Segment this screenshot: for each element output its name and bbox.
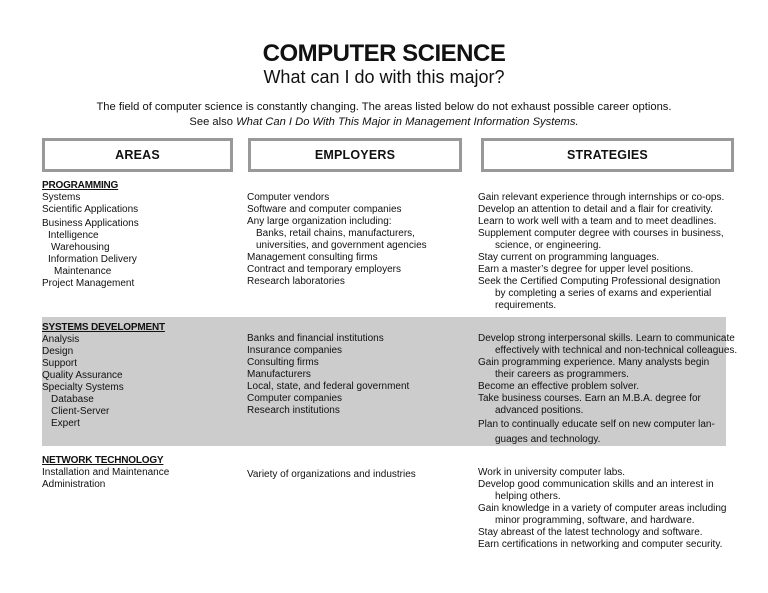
area-item: Design (42, 346, 74, 357)
employer-item: Any large organization including: (247, 216, 392, 227)
column-header-employers: EMPLOYERS (248, 138, 462, 172)
systems-development-strategies (478, 333, 737, 446)
systems-development-employers (247, 333, 409, 417)
employer-subitem: Banks, retail chains, manufacturers, (256, 228, 415, 239)
area-subitem: Expert (51, 418, 80, 429)
programming-strategies (478, 192, 724, 312)
strategy-item: Supplement computer degree with courses in business, (478, 228, 724, 239)
area-item: Installation and Maintenance (42, 467, 170, 478)
strategy-continuation: minor programming, software, and hardware. (495, 515, 695, 526)
area-item: Support (42, 358, 78, 369)
employer-item: Consulting firms (247, 357, 319, 368)
employer-subitem: universities, and government agencies (256, 240, 427, 251)
strategy-continuation: effectively with technical and non-technical colleagues. (495, 345, 738, 356)
strategy-continuation: advanced positions. (495, 405, 584, 416)
network-technology-strategies (478, 467, 726, 551)
area-subitem: Information Delivery (48, 254, 137, 265)
area-item: Administration (42, 479, 106, 490)
area-subitem: Maintenance (54, 266, 112, 277)
strategy-continuation: requirements. (495, 300, 557, 311)
strategy-item: Earn a master’s degree for upper level positions. (478, 264, 694, 275)
strategy-item: Stay current on programming languages. (478, 252, 660, 263)
employer-item: Research institutions (247, 405, 340, 416)
intro-line-1: The field of computer science is constantly changing. The areas listed below do not exhaust possible career options. (96, 101, 672, 113)
area-item: Analysis (42, 334, 80, 345)
strategy-item: Take business courses. Earn an M.B.A. degree for (478, 393, 701, 404)
area-subitem: Database (51, 394, 94, 405)
area-item: Project Management (42, 278, 135, 289)
strategy-item: Develop good communication skills and an interest in (478, 479, 714, 490)
intro-text (0, 100, 768, 130)
area-item: Quality Assurance (42, 370, 123, 381)
strategy-continuation: science, or engineering. (495, 240, 602, 251)
strategy-item: Seek the Certified Computing Professional designation (478, 276, 721, 287)
employer-item: Research laboratories (247, 276, 345, 287)
systems-development-areas (42, 322, 165, 430)
strategy-continuation: guages and technology. (495, 434, 601, 445)
strategy-continuation: their careers as programmers. (495, 369, 629, 380)
section-title: PROGRAMMING (42, 180, 119, 191)
strategy-item: Gain knowledge in a variety of computer areas including (478, 503, 727, 514)
employer-item: Computer vendors (247, 192, 330, 203)
section-title: SYSTEMS DEVELOPMENT (42, 322, 165, 333)
strategy-item: Develop strong interpersonal skills. Learn to communicate (478, 333, 735, 344)
section-title: NETWORK TECHNOLOGY (42, 455, 164, 466)
employer-item: Computer companies (247, 393, 343, 404)
network-technology-employers (247, 469, 416, 481)
strategy-item: Stay abreast of the latest technology and software. (478, 527, 703, 538)
strategy-continuation: by completing a series of exams and experiential (495, 288, 712, 299)
page-subtitle: What can I do with this major? (263, 67, 505, 87)
page-title: COMPUTER SCIENCE (262, 40, 506, 67)
strategy-item: Gain relevant experience through internships or co-ops. (478, 192, 725, 203)
strategy-item: Earn certifications in networking and computer security. (478, 539, 723, 550)
employer-item: Management consulting firms (247, 252, 378, 263)
area-item: Systems (42, 192, 81, 203)
area-item: Scientific Applications (42, 204, 139, 215)
programming-employers (247, 192, 427, 288)
area-item: Specialty Systems (42, 382, 124, 393)
employer-item: Manufacturers (247, 369, 311, 380)
strategy-item: Gain programming experience. Many analysts begin (478, 357, 710, 368)
strategy-item: Plan to continually educate self on new computer lan- (478, 419, 715, 430)
strategy-item: Work in university computer labs. (478, 467, 626, 478)
strategy-item: Develop an attention to detail and a flair for creativity. (478, 204, 713, 215)
area-subitem: Client-Server (51, 406, 110, 417)
strategy-item: Become an effective problem solver. (478, 381, 640, 392)
intro-line-2 (0, 115, 768, 130)
intro-see-also: See also (189, 116, 237, 128)
strategy-continuation: helping others. (495, 491, 561, 502)
strategy-item: Learn to work well with a team and to meet deadlines. (478, 216, 717, 227)
employer-item: Insurance companies (247, 345, 343, 356)
employer-item: Variety of organizations and industries (247, 469, 416, 480)
intro-reference-title: What Can I Do With This Major in Management Information Systems. (236, 116, 579, 128)
area-subitem: Intelligence (48, 230, 99, 241)
column-header-strategies: STRATEGIES (481, 138, 734, 172)
employer-item: Local, state, and federal government (247, 381, 410, 392)
programming-areas (42, 180, 139, 290)
employer-item: Banks and financial institutions (247, 333, 384, 344)
network-technology-areas (42, 455, 169, 491)
employer-item: Contract and temporary employers (247, 264, 401, 275)
column-header-areas: AREAS (42, 138, 233, 172)
area-item: Business Applications (42, 218, 139, 229)
area-subitem: Warehousing (51, 242, 110, 253)
employer-item: Software and computer companies (247, 204, 402, 215)
